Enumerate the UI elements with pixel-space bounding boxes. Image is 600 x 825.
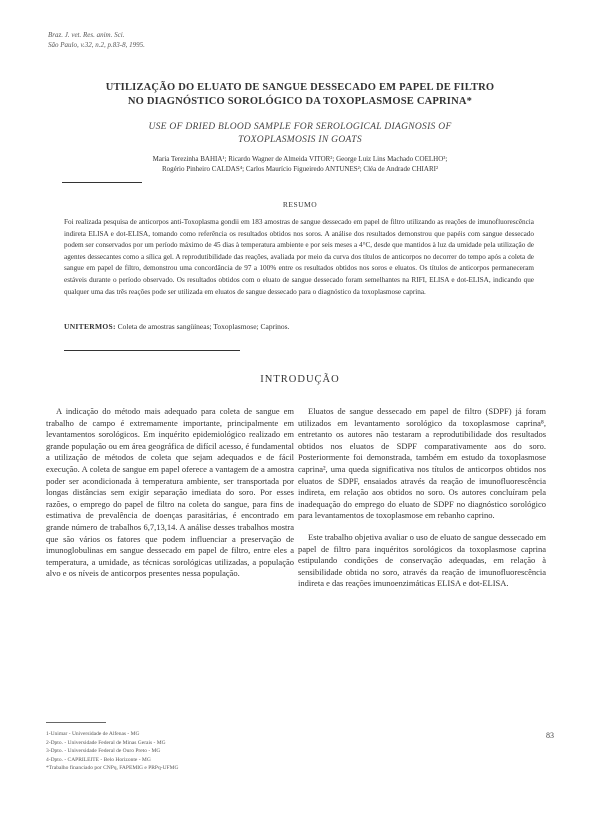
- author-line-2: Rogério Pinheiro CALDAS⁴; Carlos Maurício Figueiredo ANTUNES²; Cléa de Andrade CHIARI²: [161, 165, 439, 173]
- abstract-text: Foi realizada pesquisa de anticorpos anti-Toxoplasma gondii em 183 amostras de sangue dessecado em papel de filtro utilizando as reações de imunofluorescência indireta ELISA e dot-ELISA, tomando como referência os resultados obtidos nos soros. A análise dos resultados demonstrou que papéis com sangue dessecado podem ser conservados por um período máximo de 45 dias à temperatura ambiente e por seis meses a 4°C, desde que mantidos à luz da umidade pela utilização de agentes dessecantes como a sílica gel. A reprodutibilidade das reações, avaliada por meio da curva dos títulos de anticorpos no decorrer do tempo após a coleta de sangue em papel de filtro, demonstrou uma concordância de 97 a 100% entre os resultados obtidos nos soros e eluatos. Os títulos de anticorpos permaneceram estáveis durante o período observado. Os resultados obtidos com o eluato de sangue dessecado foram semelhantes na RIFI, ELISA e dot-ELISA, indicando que qualquer uma das três reações pode ser utilizada em eluatos de sangue dessecado para o diagnóstico da toxoplasmose caprina.: [64, 218, 534, 296]
- body-paragraph: Eluatos de sangue dessecado em papel de filtro (SDPF) já foram utilizados em levantamento sorológico da toxoplasmose caprina⁸, entretanto os autores não testaram a reprodutibilidade dos resultados obtidos nos eluatos de SDPF comparativamente aos do soro. Posteriormente foi demonstrada, também em estudo da toxoplasmose caprina², uma queda significativa nos títulos de anticorpos obtidos nos eluatos de SDPF, ensaiados através da reação de imunofluorescência indireta, em relação aos obtidos no soro. Os autores concluíram pela inadequação do emprego do eluato de SDPF no diagnóstico sorológico para levantamentos de toxoplasmose em rebanho caprino.: [298, 406, 546, 521]
- footnote: 4-Dpto. - CAPRILEITE - Belo Horizonte - MG: [46, 756, 151, 763]
- author-list: [60, 154, 540, 174]
- article-title-line-2: NO DIAGNÓSTICO SOROLÓGICO DA TOXOPLASMOSE CAPRINA*: [127, 96, 473, 107]
- section-title-introduction: INTRODUÇÃO: [260, 374, 340, 385]
- journal-citation: São Paulo, v.32, n.2, p.83-8, 1995.: [48, 41, 145, 49]
- footnotes: [46, 730, 178, 773]
- keywords-label: UNITERMOS:: [64, 322, 116, 331]
- body-column-right: [298, 406, 546, 600]
- abstract-heading: RESUMO: [282, 200, 318, 209]
- keywords-text: Coleta de amostras sangüíneas; Toxoplasmose; Caprinos.: [117, 322, 290, 331]
- footnote: 2-Dpto. - Universidade Federal de Minas Gerais - MG: [46, 739, 166, 746]
- body-column-left: [46, 406, 294, 590]
- footnote: *Trabalho financiado por CNPq, FAPEMIG e PRPq-UFMG: [46, 765, 179, 771]
- english-title-line-1: USE OF DRIED BLOOD SAMPLE FOR SEROLOGICAL DIAGNOSIS OF: [148, 122, 452, 132]
- english-title-line-2: TOXOPLASMOSIS IN GOATS: [238, 135, 362, 145]
- journal-header: [48, 30, 145, 50]
- footnote-rule: [46, 722, 106, 723]
- abstract-end-rule: [64, 350, 240, 351]
- body-paragraph: A indicação do método mais adequado para coleta de sangue em trabalho de campo é extremamente importante, principalmente em levantamentos sorológicos. Em inquérito epidemiológico realizado em grande população ou em área geográfica de difícil acesso, é fundamental a utilização de métodos de coleta que sejam adequados e de fácil execução. A coleta de sangue em papel oferece a vantagem de a amostra poder ser acondicionada à temperatura ambiente, ser transportada por longas distâncias sem exigir separação imediata do soro. Por esses razões, o emprego do papel de filtro na coleta do sangue, para fins de estimativa de prevalência de doenças parasitárias, é encontrado em grande número de trabalhos 6,7,13,14. A análise desses trabalhos mostra que são vários os fatores que podem influenciar a preservação de imunoglobulinas em sangue dessecado em papel de filtro, entre eles a temperatura, a umidade, as técnicas sorológicas utilizadas, a população alvo e os níveis de anticorpos presentes nessa população.: [46, 406, 294, 579]
- author-line-1: Maria Terezinha BAHIA¹; Ricardo Wagner de Almeida VITOR²; George Luiz Lins Machado COELHO³;: [152, 155, 448, 163]
- body-paragraph: Este trabalho objetiva avaliar o uso de eluato de sangue dessecado em papel de filtro para inquéritos sorológicos da toxoplasmose caprina estipulando condições de conservação adequadas, em relação à sensibilidade obtida no soro, através da reação de imunofluorescência indireta e das reações imunoenzimáticas ELISA e dot-ELISA.: [298, 531, 546, 589]
- article-title-line-1: UTILIZAÇÃO DO ELUATO DE SANGUE DESSECADO EM PAPEL DE FILTRO: [105, 82, 495, 93]
- footnote: 1-Unimar - Universidade de Alfenas - MG: [46, 731, 140, 737]
- keywords: [64, 322, 534, 331]
- divider-rule: [62, 182, 142, 183]
- journal-name: Braz. J. vet. Res. anim. Sci.: [48, 31, 125, 39]
- footnote: 3-Dpto. - Universidade Federal de Ouro Preto - MG: [46, 748, 161, 754]
- page-number: 83: [546, 731, 554, 740]
